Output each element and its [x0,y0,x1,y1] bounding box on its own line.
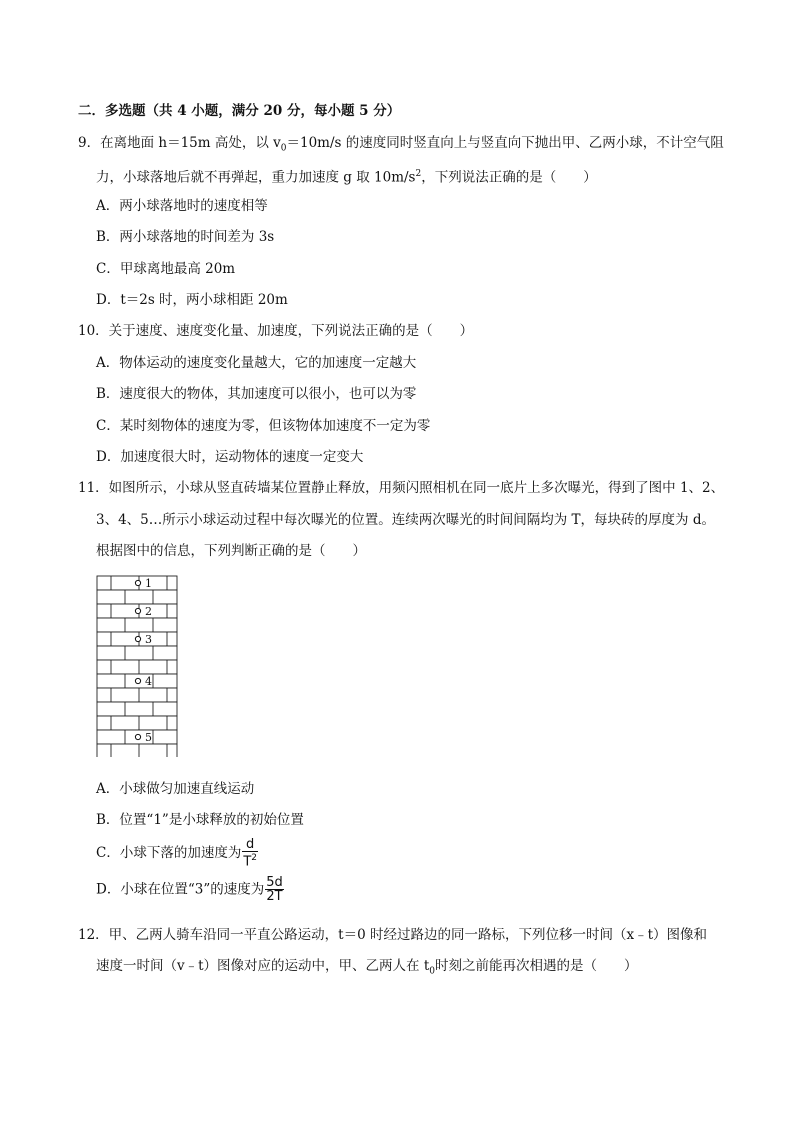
fraction-denominator [242,852,258,868]
brick-row-outline [97,590,177,604]
q12-line2-text: 速度一时间（v﹣t）图像对应的运动中，甲、乙两人在 t [96,958,430,974]
q11-option-b: B．位置“1”是小球释放的初始位置 [96,812,304,828]
ball-position-1 [135,580,140,585]
q9-stem-line1 [78,134,724,158]
brick-row-outline [97,744,177,757]
brick-row [97,618,177,632]
q12-stem-line1: 12．甲、乙两人骑车沿同一平直公路运动，t＝0 时经过路边的同一路标，下列位移一时间（x﹣t）图像和 [78,927,708,943]
ball-position-3 [135,636,140,641]
q12-stem-line2 [96,957,638,981]
q10-stem: 10．关于速度、速度变化量、加速度，下列说法正确的是（ ） [78,323,474,339]
position-label-4: 4 [145,675,152,688]
q9-line2-text-rest: ，下列说法正确的是（ ） [421,169,597,186]
q9-line1-text-rest: ＝10m/s 的速度同时竖直向上与竖直向下抛出甲、乙两小球，不计空气阻 [286,135,724,151]
brick-row-outline [97,716,177,730]
brick-row-outline [97,688,177,702]
brick-row-outline [97,660,177,674]
brick-row [97,716,177,730]
q9-option-a: A．两小球落地时的速度相等 [96,198,268,214]
q11-option-c [96,838,258,868]
brick-row [97,660,177,674]
q11-stem-line2: 3、4、5…所示小球运动过程中每次曝光的位置。连续两次曝光的时间间隔均为 T，每块砖的厚度为 d。 [96,512,715,528]
position-label-5: 5 [145,731,152,744]
q9-line2-text: 力，小球落地后就不再弹起，重力加速度 g 取 10m/s [96,169,416,186]
fraction-5d-over-2t [265,876,284,903]
q12-line2-text-rest: 时刻之前能再次相遇的是（ ） [435,958,638,974]
subscript-zero: 0 [429,966,436,977]
position-label-2: 2 [145,605,152,618]
superscript-two: 2 [415,169,422,179]
ball-position-4 [135,678,140,683]
q11-stem-line1: 11．如图所示，小球从竖直砖墙某位置静止释放，用频闪照相机在同一底片上多次曝光，得到了图中 1、2、 [78,480,725,496]
q10-option-a: A．物体运动的速度变化量越大，它的加速度一定越大 [96,355,417,371]
q9-option-d: D．t＝2s 时，两小球相距 20m [96,292,288,308]
denominator-t: T [243,854,252,870]
q10-option-b: B．速度很大的物体，其加速度可以很小，也可以为零 [96,386,417,402]
q11-option-d [96,876,284,903]
position-label-1: 1 [145,577,152,590]
fraction-d-over-t-squared [242,838,258,868]
q11-option-d-text: D．小球在位置“3”的速度为 [96,881,265,898]
q9-option-b: B．两小球落地的时间差为 3s [96,229,275,245]
superscript-two: 2 [251,853,258,863]
fraction-numerator: d [242,838,258,852]
fraction-numerator: 5d [266,875,283,890]
q10-option-d: D．加速度很大时，运动物体的速度一定变大 [96,449,364,465]
subscript-zero: 0 [280,143,287,154]
q11-option-c-text: C．小球下落的加速度为 [96,845,242,862]
q10-option-c: C．某时刻物体的速度为零，但该物体加速度不一定为零 [96,418,431,434]
brick-row [97,702,177,716]
ball-position-2 [135,608,140,613]
q9-stem-line2 [96,165,597,187]
q9-option-c: C．甲球离地最高 20m [96,261,236,277]
brick-row [97,646,177,660]
fraction-denominator: 2T [266,889,283,904]
q9-line1-text: 9．在离地面 h＝15m 高处，以 v [78,135,281,151]
q11-option-a: A．小球做匀加速直线运动 [96,781,255,797]
q11-stem-line3: 根据图中的信息，下列判断正确的是（ ） [96,543,366,559]
brick-row-outline [97,618,177,632]
brick-row [97,590,177,604]
brick-row-outline [97,702,177,716]
ball-position-5 [135,734,140,739]
brick-wall-figure [95,575,179,757]
section-heading: 二．多选题（共 4 小题，满分 20 分，每小题 5 分） [78,103,401,119]
brick-rows [97,576,177,757]
position-label-3: 3 [145,633,152,646]
brick-row-outline [97,646,177,660]
brick-row [97,744,177,757]
brick-row [97,688,177,702]
